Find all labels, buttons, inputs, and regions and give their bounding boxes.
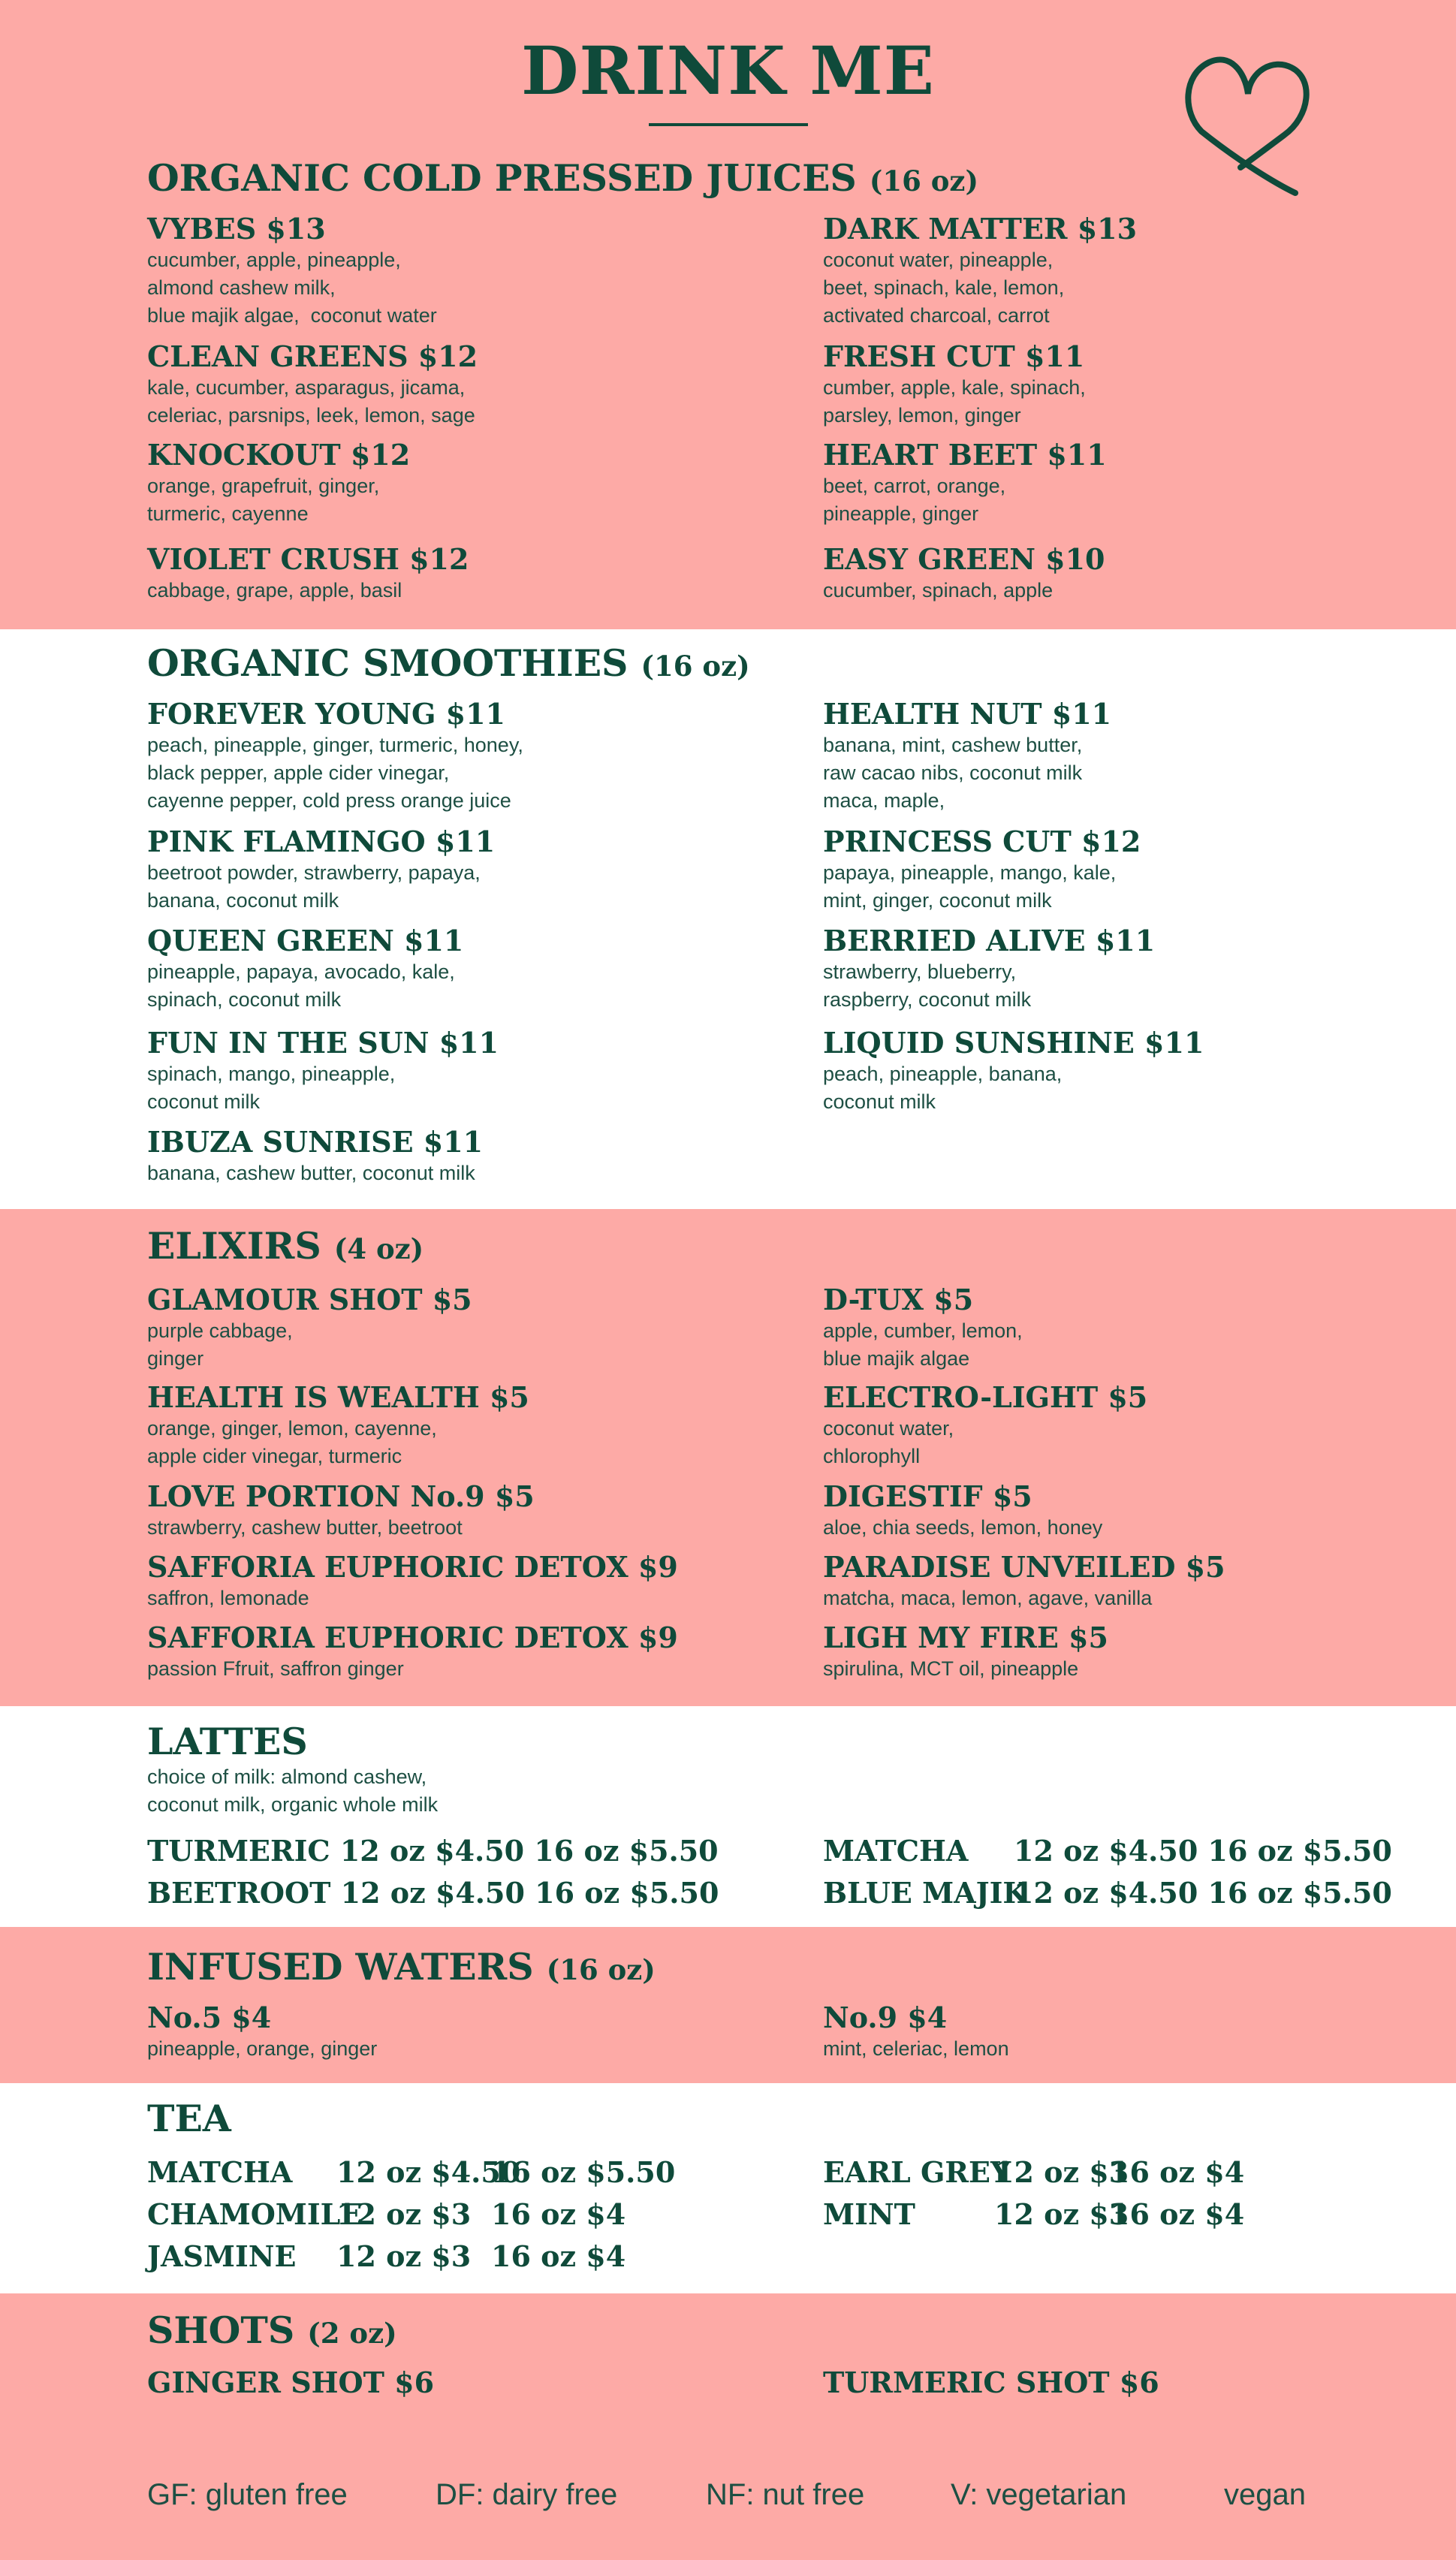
latte-name: BLUE MAJIK bbox=[823, 1876, 1028, 1910]
legend-vegan: vegan bbox=[1224, 2478, 1306, 2511]
item-ingredients: apple, cumber, lemon, blue majik algae bbox=[823, 1319, 1023, 1370]
tea-price-16oz: 16 oz $4 bbox=[491, 2197, 626, 2231]
waters-title: INFUSED WATERS bbox=[147, 1945, 534, 1989]
menu-item bbox=[147, 1621, 678, 1683]
item-name: PARADISE UNVEILED $5 bbox=[823, 1550, 1225, 1584]
item-ingredients: cucumber, apple, pineapple, almond cashew milk, blue majik algae, coconut water bbox=[147, 249, 437, 327]
shots-size: (2 oz) bbox=[307, 2317, 397, 2350]
item-ingredients: matcha, maca, lemon, agave, vanilla bbox=[823, 1587, 1153, 1609]
menu-item bbox=[147, 212, 437, 330]
tea-price-12oz: 12 oz $3 bbox=[336, 2197, 472, 2231]
elixirs-heading bbox=[147, 1224, 424, 1268]
tea-price-16oz: 16 oz $5.50 bbox=[491, 2155, 676, 2189]
menu-item bbox=[823, 1621, 1108, 1683]
item-ingredients: passion Ffruit, saffron ginger bbox=[147, 1657, 404, 1680]
latte-price-12oz: 12 oz $4.50 bbox=[1014, 1834, 1198, 1868]
smoothies-heading bbox=[147, 641, 750, 685]
item-ingredients: papaya, pineapple, mango, kale, mint, ginger, coconut milk bbox=[823, 861, 1117, 912]
item-ingredients: spirulina, MCT oil, pineapple bbox=[823, 1657, 1079, 1680]
lattes-milk-note: choice of milk: almond cashew, coconut milk, organic whole milk bbox=[147, 1765, 439, 1816]
item-name: HEART BEET $11 bbox=[823, 438, 1107, 472]
menu-item bbox=[823, 1550, 1225, 1612]
menu-item bbox=[823, 542, 1105, 605]
tea-price-12oz: 12 oz $3 bbox=[336, 2239, 472, 2273]
tea-name: EARL GREY bbox=[823, 2155, 1011, 2189]
tea-price-12oz: 12 oz $3 bbox=[994, 2155, 1129, 2189]
tea-price-12oz: 12 oz $4.50 bbox=[336, 2155, 521, 2189]
item-name: No.5 $4 bbox=[147, 2001, 272, 2034]
item-name: HEALTH IS WEALTH $5 bbox=[147, 1380, 529, 1414]
menu-item bbox=[147, 438, 410, 528]
item-ingredients: spinach, mango, pineapple, coconut milk bbox=[147, 1063, 396, 1113]
juices-size: (16 oz) bbox=[869, 164, 978, 198]
item-name: VIOLET CRUSH $12 bbox=[147, 542, 469, 576]
item-name: ELECTRO-LIGHT $5 bbox=[823, 1380, 1148, 1414]
item-ingredients: saffron, lemonade bbox=[147, 1587, 309, 1609]
waters-size: (16 oz) bbox=[546, 1953, 656, 1986]
menu-item bbox=[147, 339, 478, 430]
menu-item bbox=[823, 1479, 1102, 1542]
menu-item bbox=[823, 1026, 1204, 1116]
tea-heading bbox=[147, 2097, 231, 2140]
menu-item bbox=[147, 2366, 434, 2400]
tea-price-16oz: 16 oz $4 bbox=[1110, 2155, 1245, 2189]
menu-item bbox=[823, 339, 1086, 430]
elixirs-title: ELIXIRS bbox=[147, 1224, 321, 1268]
menu-item bbox=[823, 1380, 1147, 1470]
page-title: DRINK ME bbox=[521, 32, 935, 110]
tea-name: MINT bbox=[823, 2197, 915, 2231]
item-name: PRINCESS CUT $12 bbox=[823, 825, 1141, 858]
item-name: SAFFORIA EUPHORIC DETOX $9 bbox=[147, 1550, 678, 1584]
latte-price-12oz: 12 oz $4.50 bbox=[1014, 1876, 1198, 1910]
item-name: LIQUID SUNSHINE $11 bbox=[823, 1026, 1204, 1060]
tea-price-16oz: 16 oz $4 bbox=[1110, 2197, 1245, 2231]
item-name: DARK MATTER $13 bbox=[823, 212, 1138, 246]
latte-row bbox=[823, 1834, 1392, 1868]
tea-price-12oz: 12 oz $3 bbox=[994, 2197, 1129, 2231]
latte-price-16oz: 16 oz $5.50 bbox=[535, 1876, 719, 1910]
menu-item bbox=[147, 1380, 529, 1470]
item-ingredients: cumber, apple, kale, spinach, parsley, lemon, ginger bbox=[823, 376, 1086, 427]
legend-gluten-free: GF: gluten free bbox=[147, 2478, 348, 2511]
item-name: GLAMOUR SHOT $5 bbox=[147, 1283, 472, 1316]
latte-price-16oz: 16 oz $5.50 bbox=[1207, 1834, 1392, 1868]
item-name: D-TUX $5 bbox=[823, 1283, 974, 1316]
item-ingredients: mint, celeriac, lemon bbox=[823, 2037, 1009, 2060]
item-name: SAFFORIA EUPHORIC DETOX $9 bbox=[147, 1621, 678, 1654]
item-name: GINGER SHOT $6 bbox=[147, 2366, 435, 2399]
latte-price-12oz: 12 oz $4.50 bbox=[340, 1876, 525, 1910]
shots-heading bbox=[147, 2308, 397, 2352]
item-ingredients: purple cabbage, ginger bbox=[147, 1319, 293, 1370]
item-name: TURMERIC SHOT $6 bbox=[823, 2366, 1159, 2399]
latte-row bbox=[147, 1876, 719, 1910]
legend-nut-free: NF: nut free bbox=[706, 2478, 865, 2511]
latte-name: TURMERIC bbox=[147, 1834, 330, 1868]
waters-heading bbox=[147, 1945, 656, 1989]
menu-item bbox=[147, 1125, 483, 1187]
item-name: HEALTH NUT $11 bbox=[823, 697, 1112, 731]
tea-name: CHAMOMILE bbox=[147, 2197, 363, 2231]
smoothies-title: ORGANIC SMOOTHIES bbox=[147, 641, 629, 685]
item-ingredients: aloe, chia seeds, lemon, honey bbox=[823, 1516, 1103, 1539]
item-ingredients: banana, mint, cashew butter, raw cacao nibs, coconut milk maca, maple, bbox=[823, 734, 1083, 812]
title-divider bbox=[649, 123, 808, 126]
elixirs-size: (4 oz) bbox=[333, 1232, 424, 1265]
menu-item bbox=[147, 1026, 499, 1116]
item-name: QUEEN GREEN $11 bbox=[147, 924, 464, 957]
menu-item bbox=[147, 1283, 472, 1373]
tea-name: MATCHA bbox=[147, 2155, 293, 2189]
item-name: KNOCKOUT $12 bbox=[147, 438, 411, 472]
item-ingredients: beet, carrot, orange, pineapple, ginger bbox=[823, 475, 1006, 525]
menu-item bbox=[147, 825, 495, 915]
item-ingredients: cucumber, spinach, apple bbox=[823, 579, 1054, 602]
tea-row bbox=[147, 2197, 626, 2231]
menu-item bbox=[823, 697, 1111, 815]
menu-item bbox=[823, 825, 1141, 915]
latte-price-16oz: 16 oz $5.50 bbox=[1207, 1876, 1392, 1910]
item-name: LIGH MY FIRE $5 bbox=[823, 1621, 1108, 1654]
latte-price-16oz: 16 oz $5.50 bbox=[534, 1834, 719, 1868]
menu-item bbox=[823, 924, 1155, 1014]
item-ingredients: beetroot powder, strawberry, papaya, banana, coconut milk bbox=[147, 861, 481, 912]
menu-item bbox=[147, 1479, 535, 1542]
tea-price-16oz: 16 oz $4 bbox=[491, 2239, 626, 2273]
latte-price-12oz: 12 oz $4.50 bbox=[339, 1834, 525, 1868]
item-ingredients: pineapple, papaya, avocado, kale, spinach, coconut milk bbox=[147, 960, 455, 1011]
lattes-title: LATTES bbox=[147, 1720, 308, 1763]
item-ingredients: banana, cashew butter, coconut milk bbox=[147, 1162, 475, 1184]
shots-title: SHOTS bbox=[147, 2308, 295, 2352]
latte-name: BEETROOT bbox=[147, 1876, 331, 1910]
menu-item bbox=[147, 697, 523, 815]
latte-row bbox=[823, 1876, 1392, 1910]
item-ingredients: coconut water, pineapple, beet, spinach, kale, lemon, activated charcoal, carrot bbox=[823, 249, 1065, 327]
menu-item bbox=[823, 212, 1137, 330]
latte-row bbox=[147, 1834, 719, 1868]
menu-item bbox=[147, 924, 463, 1014]
item-name: PINK FLAMINGO $11 bbox=[147, 825, 496, 858]
menu-item bbox=[823, 2001, 1009, 2063]
item-ingredients: coconut water, chlorophyll bbox=[823, 1417, 954, 1467]
legend-dairy-free: DF: dairy free bbox=[436, 2478, 618, 2511]
latte-name: MATCHA bbox=[823, 1834, 969, 1868]
lattes-heading bbox=[147, 1720, 308, 1763]
item-ingredients: peach, pineapple, ginger, turmeric, honey, black pepper, apple cider vinegar, cayenne pepper, cold press orange juice bbox=[147, 734, 523, 812]
tea-row bbox=[147, 2239, 626, 2273]
item-name: EASY GREEN $10 bbox=[823, 542, 1105, 576]
item-name: FOREVER YOUNG $11 bbox=[147, 697, 505, 731]
tea-row bbox=[147, 2155, 675, 2189]
tea-name: JASMINE bbox=[147, 2239, 297, 2273]
item-name: LOVE PORTION No.9 $5 bbox=[147, 1479, 535, 1513]
item-name: FUN IN THE SUN $11 bbox=[147, 1026, 499, 1060]
tea-row bbox=[823, 2197, 1244, 2231]
menu-item bbox=[823, 2366, 1159, 2400]
menu-item bbox=[147, 1550, 678, 1612]
juices-heading bbox=[147, 156, 978, 200]
heart-icon bbox=[1179, 41, 1314, 203]
item-name: FRESH CUT $11 bbox=[823, 339, 1085, 373]
tea-row bbox=[823, 2155, 1244, 2189]
menu-item bbox=[147, 2001, 377, 2063]
smoothies-size: (16 oz) bbox=[641, 650, 750, 683]
item-name: CLEAN GREENS $12 bbox=[147, 339, 478, 373]
item-name: No.9 $4 bbox=[823, 2001, 948, 2034]
item-ingredients: strawberry, blueberry, raspberry, coconut milk bbox=[823, 960, 1032, 1011]
menu-item bbox=[823, 438, 1107, 528]
item-name: VYBES $13 bbox=[147, 212, 326, 246]
item-ingredients: strawberry, cashew butter, beetroot bbox=[147, 1516, 463, 1539]
menu-item bbox=[147, 542, 469, 605]
tea-title: TEA bbox=[147, 2097, 231, 2140]
item-name: DIGESTIF $5 bbox=[823, 1479, 1032, 1513]
item-ingredients: orange, ginger, lemon, cayenne, apple cider vinegar, turmeric bbox=[147, 1417, 437, 1467]
menu-item bbox=[823, 1283, 1023, 1373]
item-ingredients: kale, cucumber, asparagus, jicama, celeriac, parsnips, leek, lemon, sage bbox=[147, 376, 475, 427]
item-ingredients: orange, grapefruit, ginger, turmeric, cayenne bbox=[147, 475, 380, 525]
item-ingredients: cabbage, grape, apple, basil bbox=[147, 579, 402, 602]
item-name: BERRIED ALIVE $11 bbox=[823, 924, 1156, 957]
item-name: IBUZA SUNRISE $11 bbox=[147, 1125, 484, 1159]
legend-vegetarian: V: vegetarian bbox=[951, 2478, 1127, 2511]
item-ingredients: pineapple, orange, ginger bbox=[147, 2037, 378, 2060]
item-ingredients: peach, pineapple, banana, coconut milk bbox=[823, 1063, 1063, 1113]
juices-title: ORGANIC COLD PRESSED JUICES bbox=[147, 156, 857, 200]
